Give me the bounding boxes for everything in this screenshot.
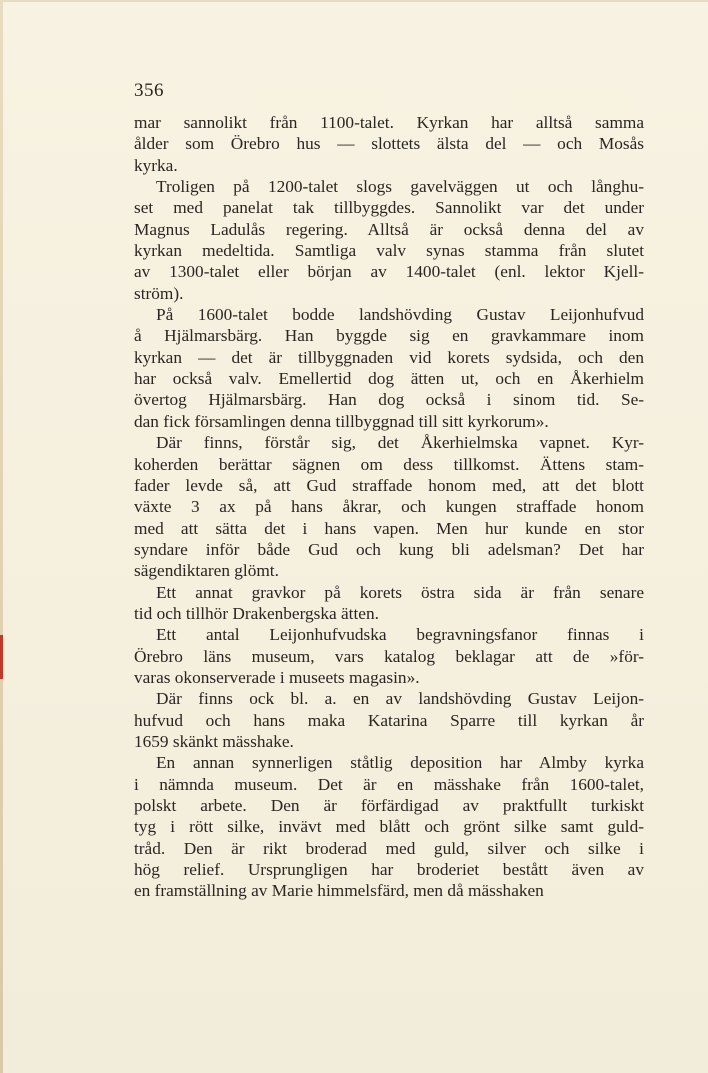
text-line: hufvud och hans maka Katarina Sparre till kyrkan år [134, 710, 644, 730]
text-line: har också valv. Emellertid dog ätten ut, och en Åkerhielm [134, 369, 644, 389]
text-line: koherden berättar sägnen om dess tillkomst. Ättens stam- [134, 454, 644, 474]
text-line: Där finns ock bl. a. en av landshövding Gustav Leijon- [156, 689, 644, 709]
paragraph [134, 752, 644, 901]
text-line: mar sannolikt från 1100-talet. Kyrkan har alltså samma [134, 113, 644, 132]
text-line: Där finns, förstår sig, det Åkerhielmska vapnet. Kyr- [156, 433, 644, 453]
body-text [134, 112, 644, 902]
paragraph [134, 112, 644, 176]
text-line: hög relief. Ursprungligen har broderiet bestått även av [134, 860, 644, 880]
text-line: kyrkan medeltida. Samtliga valv synas stamma från slutet [134, 241, 644, 261]
text-line: med att sätta det i hans vapen. Men hur kunde en stor [134, 518, 644, 538]
text-line: dan fick församlingen denna tillbyggnad till sitt kyrkorum». [134, 411, 549, 431]
paragraph [134, 304, 644, 432]
paragraph [134, 688, 644, 752]
text-line: en framställning av Marie himmelsfärd, men då mässhaken [134, 881, 544, 901]
margin-mark [0, 635, 3, 679]
text-line: växte 3 ax på hans åkrar, och kungen straffade honom [134, 497, 644, 517]
text-line: ström). [134, 283, 184, 303]
paragraph [134, 582, 644, 625]
page-top-edge [0, 0, 708, 2]
text-line: i nämnda museum. Det är en mässhake från 1600-talet, [134, 774, 644, 794]
text-line: polskt arbete. Den är förfärdigad av praktfullt turkiskt [134, 796, 644, 815]
text-line: Ett antal Leijonhufvudska begravningsfanor finnas i [156, 625, 644, 645]
text-line: tid och tillhör Drakenbergska ätten. [134, 603, 379, 623]
text-line: varas okonserverade i museets magasin». [134, 667, 420, 687]
paragraph [134, 624, 644, 688]
text-line: Ett annat gravkor på korets östra sida är från senare [156, 582, 644, 602]
text-line: kyrka. [134, 155, 178, 175]
text-line: syndare inför både Gud och kung bli adelsman? Det har [134, 539, 644, 559]
text-line: Troligen på 1200-talet slogs gavelväggen ut och långhu- [156, 177, 644, 197]
page-left-edge [0, 0, 3, 1073]
text-line: sägendiktaren glömt. [134, 561, 279, 581]
page-number: 356 [134, 80, 164, 101]
text-line: fader levde så, att Gud straffade honom med, att det blott [134, 475, 644, 495]
text-line: av 1300-talet eller början av 1400-talet (enl. lektor Kjell- [134, 262, 644, 282]
text-line: På 1600-talet bodde landshövding Gustav Leijonhufvud [156, 305, 644, 325]
text-line: å Hjälmarsbärg. Han byggde sig en gravkammare inom [134, 326, 644, 346]
text-line: Magnus Ladulås regering. Alltså är också denna del av [134, 219, 644, 239]
text-line: tråd. Den är rikt broderad med guld, silver och silke i [134, 838, 644, 858]
text-line: En annan synnerligen ståtlig deposition har Almby kyrka [156, 753, 644, 773]
text-line: Örebro läns museum, vars katalog beklagar att de »för- [134, 646, 644, 666]
paragraph [134, 432, 644, 581]
text-line: set med panelat tak tillbyggdes. Sannolikt var det under [134, 198, 644, 218]
text-line: övertog Hjälmarsbärg. Han dog också i sinom tid. Se- [134, 390, 644, 410]
text-line: kyrkan — det är tillbyggnaden vid korets sydsida, och den [134, 347, 644, 367]
paragraph [134, 176, 644, 304]
text-line: 1659 skänkt mässhake. [134, 731, 294, 751]
text-line: ålder som Örebro hus — slottets älsta del — och Mosås [134, 134, 644, 154]
text-line: tyg i rött silke, invävt med blått och grönt silke samt guld- [134, 817, 644, 837]
